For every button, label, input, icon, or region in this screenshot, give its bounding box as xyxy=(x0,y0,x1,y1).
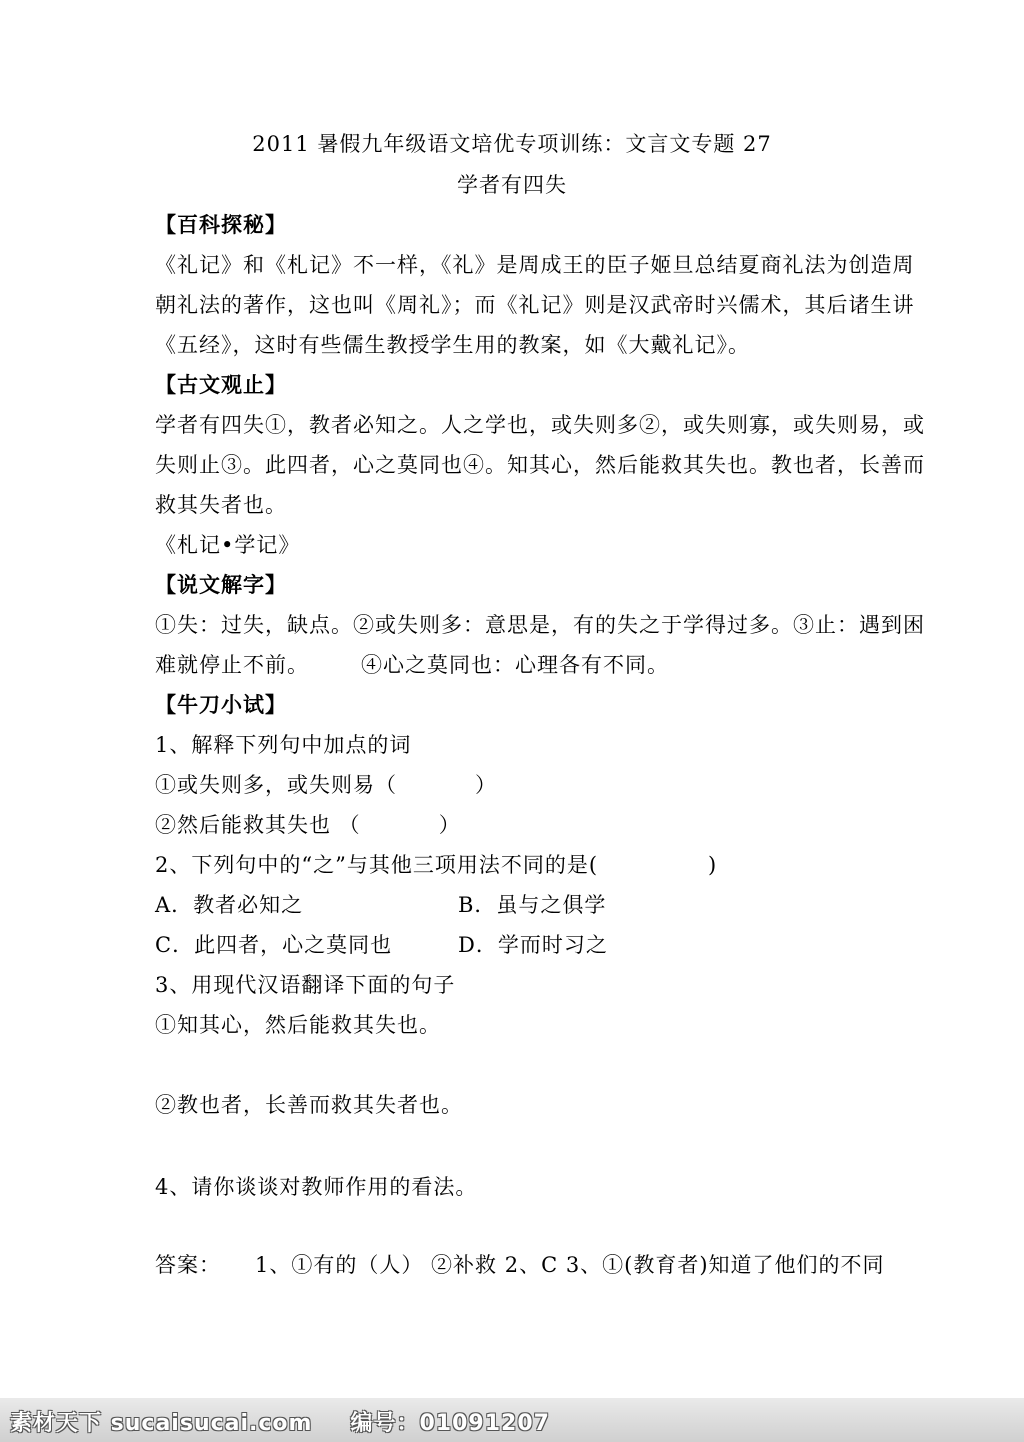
paragraph-line: ①失：过失，缺点。②或失则多：意思是，有的失之于学得过多。③止：遇到困 xyxy=(155,613,925,637)
paragraph-line: 《五经》，这时有些儒生教授学生用的教案，如《大戴礼记》。 xyxy=(155,333,750,357)
section-heading-shiti: 【牛刀小试】 xyxy=(155,692,287,717)
question-1-label: 1、解释下列句中加点的词 xyxy=(155,733,412,757)
options-row xyxy=(155,890,855,920)
page-subtitle: 学者有四失 xyxy=(457,173,567,197)
watermark-id: 编号：01091207 xyxy=(350,1411,550,1436)
bracket-close: ) xyxy=(708,853,718,877)
source-citation: 《札记•学记》 xyxy=(155,533,301,557)
question-2-text: 2、下列句中的“之”与其他三项用法不同的是( xyxy=(155,853,599,877)
watermark-bar xyxy=(0,1398,1024,1442)
watermark-text xyxy=(10,1406,550,1437)
answer-label: 答案： xyxy=(155,1253,221,1277)
note-line: 难就停止不前。 xyxy=(155,653,309,677)
question-4-label: 4、请你谈谈对教师作用的看法。 xyxy=(155,1175,478,1199)
question-3b: ②教也者，长善而救其失者也。 xyxy=(155,1093,463,1117)
option-a: A．教者必知之 xyxy=(155,893,304,917)
note-4: ④心之莫同也：心理各有不同。 xyxy=(361,653,669,677)
bracket-close: ） xyxy=(438,813,461,837)
question-1a xyxy=(155,770,497,800)
options-row xyxy=(155,930,855,960)
question-3-label: 3、用现代汉语翻译下面的句子 xyxy=(155,973,456,997)
section-heading-shuowen: 【说文解字】 xyxy=(155,572,287,597)
question-2-label xyxy=(155,850,717,880)
option-c: C．此四者，心之莫同也 xyxy=(155,933,393,957)
bracket-close: ） xyxy=(475,773,497,797)
paragraph-line: 朝礼法的著作，这也叫《周礼》；而《礼记》则是汉武帝时兴儒术，其后诸生讲 xyxy=(155,293,915,317)
paragraph-line: 失则止③。此四者，心之莫同也④。知其心，然后能救其失也。教也者，长善而 xyxy=(155,453,925,477)
option-d: D．学而时习之 xyxy=(458,933,608,957)
section-heading-guwen: 【古文观止】 xyxy=(155,372,287,397)
answer-line xyxy=(155,1250,885,1280)
paragraph-line: 学者有四失①，教者必知之。人之学也，或失则多②，或失则寡，或失则易，或 xyxy=(155,413,925,437)
page-title: 2011 暑假九年级语文培优专项训练：文言文专题 27 xyxy=(252,132,772,156)
watermark-site: 素材天下 sucaisucai.com xyxy=(10,1411,313,1436)
paragraph-line xyxy=(155,650,669,680)
paragraph-line: 救其失者也。 xyxy=(155,493,287,517)
question-1a-text: ①或失则多，或失则易（ xyxy=(155,773,397,797)
paragraph-line: 《礼记》和《札记》不一样，《礼》是周成王的臣子姬旦总结夏商礼法为创造周 xyxy=(155,253,915,277)
section-heading-baike: 【百科探秘】 xyxy=(155,212,287,237)
option-b: B．虽与之俱学 xyxy=(458,893,607,917)
question-3a: ①知其心，然后能救其失也。 xyxy=(155,1013,441,1037)
question-1b xyxy=(155,810,461,840)
question-1b-text: ②然后能救其失也 （ xyxy=(155,813,361,837)
answer-text: 1、①有的（人） ②补救 2、C 3、①(教育者)知道了他们的不同 xyxy=(255,1253,885,1277)
